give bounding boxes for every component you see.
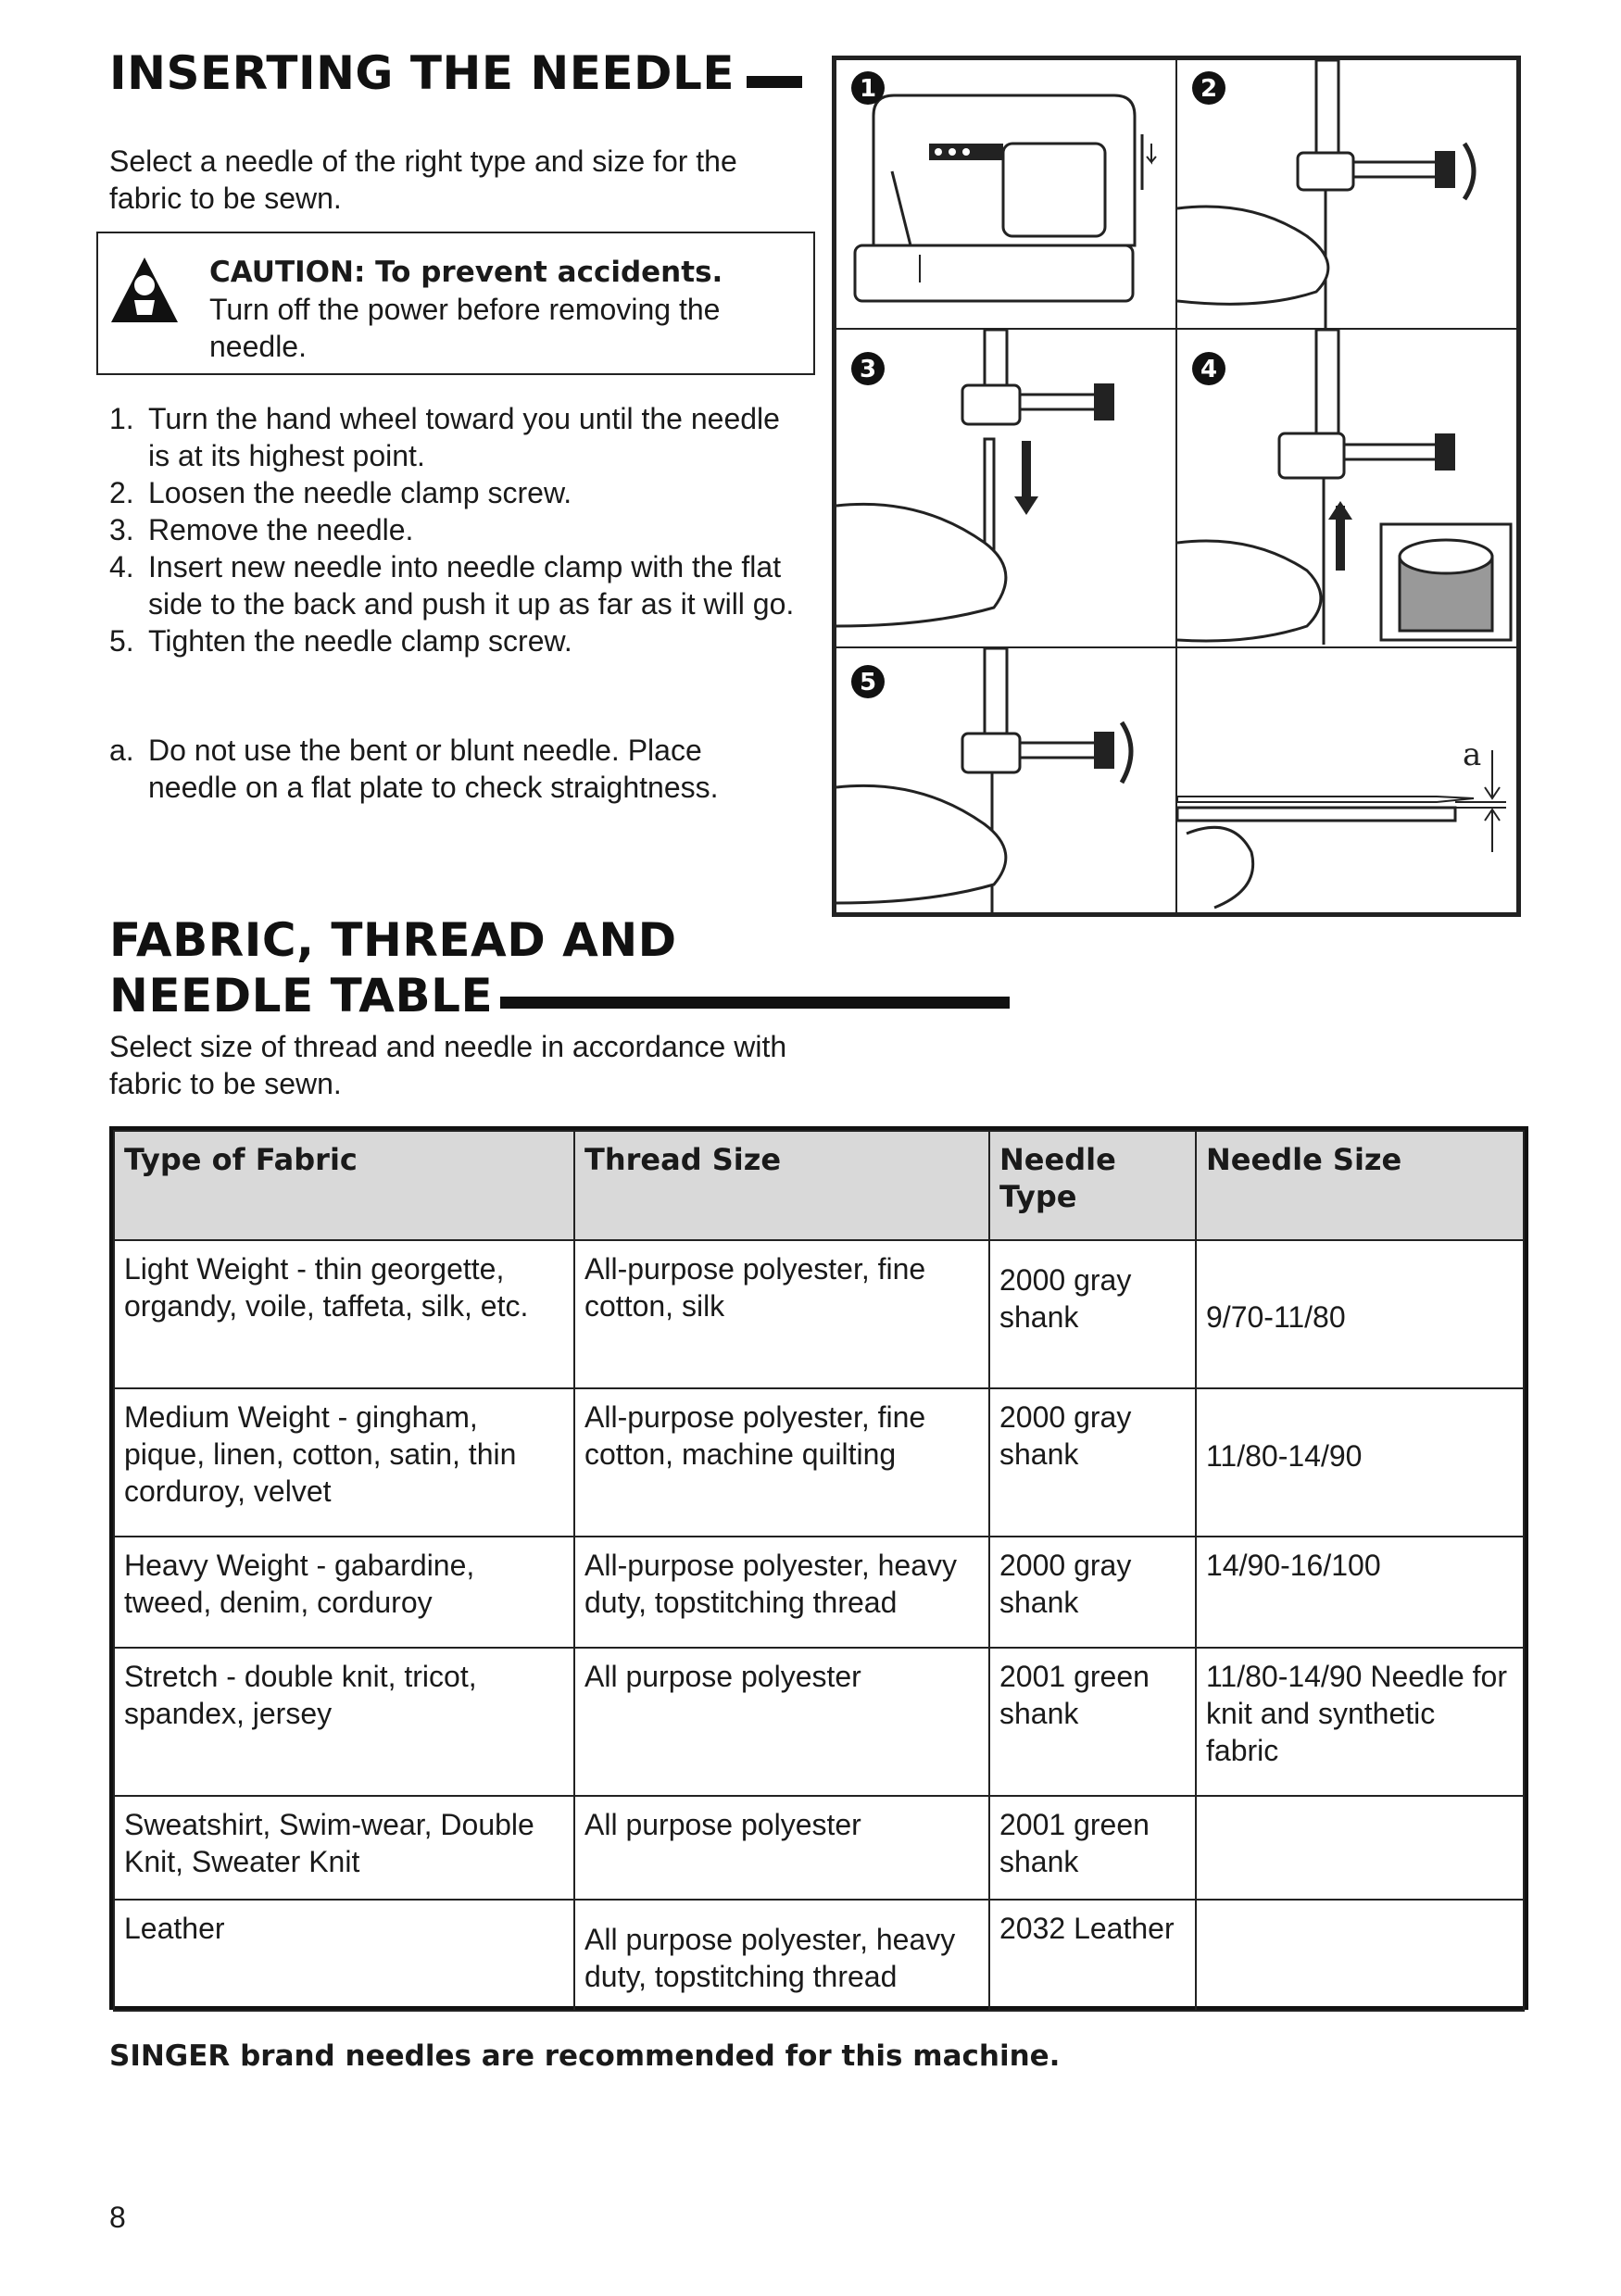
- svg-text:3: 3: [859, 356, 877, 383]
- svg-text:1: 1: [859, 75, 877, 103]
- step-badge-2: [1190, 69, 1227, 111]
- figure-panel-4: [1175, 328, 1518, 648]
- table-cell: All-purpose polyester, fine cotton, machine quilting: [574, 1388, 989, 1537]
- intro-text: Select a needle of the right type and size for the fabric to be sewn.: [109, 144, 737, 215]
- table-cell: 2001 green shank: [989, 1796, 1196, 1900]
- table-cell: 14/90-16/100: [1196, 1537, 1524, 1648]
- list-item: 1. Turn the hand wheel toward you until the needle is at its highest point.: [109, 402, 780, 472]
- table-cell: 2000 gray shank: [989, 1240, 1196, 1388]
- note-list: [109, 732, 795, 806]
- column-header: Needle Size: [1196, 1131, 1524, 1240]
- table-cell: All-purpose polyester, heavy duty, topstitching thread: [574, 1537, 989, 1648]
- fabric-thread-needle-table: [109, 1126, 1528, 2010]
- sewing-machine-illustration: [836, 60, 1175, 328]
- table-footnote: SINGER brand needles are recommended for this machine.: [109, 2039, 1061, 2073]
- figure-panel-1: [835, 58, 1177, 330]
- table-cell: 2032 Leather: [989, 1900, 1196, 2011]
- table-cell: [1196, 1900, 1524, 2011]
- steps-list: [109, 400, 795, 659]
- table-row: [114, 1388, 1524, 1537]
- caution-title: CAUTION: To prevent accidents.: [209, 256, 723, 289]
- table-cell: All-purpose polyester, fine cotton, silk: [574, 1240, 989, 1388]
- table-cell: [1196, 1796, 1524, 1900]
- needle-clamp-loosen-illustration: [1177, 60, 1516, 328]
- table-cell: Medium Weight - gingham, pique, linen, cotton, satin, thin corduroy, velvet: [114, 1388, 574, 1537]
- svg-text:a: a: [1463, 736, 1482, 773]
- needle-figure: [832, 56, 1521, 917]
- column-header: Thread Size: [574, 1131, 989, 1240]
- table-cell: 2000 gray shank: [989, 1388, 1196, 1537]
- figure-panel-3: [835, 328, 1177, 648]
- table-intro-text: Select size of thread and needle in accordance with fabric to be sewn.: [109, 1030, 787, 1100]
- needle-tighten-illustration: [836, 648, 1175, 912]
- table-header-row: [114, 1131, 1524, 1240]
- step-badge-5: [849, 663, 886, 705]
- table-row: [114, 1240, 1524, 1388]
- section-title-fabric-table: FABRIC, THREAD AND: [109, 913, 677, 967]
- step-badge-3: [849, 350, 886, 392]
- table-cell: Heavy Weight - gabardine, tweed, denim, corduroy: [114, 1537, 574, 1648]
- figure-panel-5: [835, 646, 1177, 914]
- table-cell: All purpose polyester, heavy duty, topstitching thread: [574, 1900, 989, 2011]
- table-cell: 2000 gray shank: [989, 1537, 1196, 1648]
- table-cell: 9/70-11/80: [1196, 1240, 1524, 1388]
- table-cell: Stretch - double knit, tricot, spandex, jersey: [114, 1648, 574, 1796]
- svg-text:2: 2: [1200, 75, 1218, 103]
- table-cell: All purpose polyester: [574, 1796, 989, 1900]
- table-cell: All purpose polyester: [574, 1648, 989, 1796]
- table-row: [114, 1648, 1524, 1796]
- table-row: [114, 1796, 1524, 1900]
- needle-insert-illustration: [1177, 330, 1516, 646]
- table-cell: Light Weight - thin georgette, organdy, voile, taffeta, silk, etc.: [114, 1240, 574, 1388]
- column-header: Type of Fabric: [114, 1131, 574, 1240]
- title-rule: [747, 76, 802, 88]
- table-row: [114, 1900, 1524, 2011]
- table-cell: Leather: [114, 1900, 574, 2011]
- table-cell: 11/80-14/90: [1196, 1388, 1524, 1537]
- table-cell: 11/80-14/90 Needle for knit and synthetic fabric: [1196, 1648, 1524, 1796]
- section-title-inserting-needle: INSERTING THE NEEDLE: [109, 46, 735, 100]
- column-header: Needle Type: [989, 1131, 1196, 1240]
- title-rule: [500, 997, 1010, 1009]
- step-badge-1: [849, 69, 886, 111]
- list-item: 5. Tighten the needle clamp screw.: [109, 624, 572, 658]
- step-badge-4: [1190, 350, 1227, 392]
- needle-remove-illustration: [836, 330, 1175, 646]
- figure-panel-2: [1175, 58, 1518, 330]
- svg-text:4: 4: [1200, 356, 1218, 383]
- caution-box: [96, 232, 815, 375]
- table-cell: 2001 green shank: [989, 1648, 1196, 1796]
- figure-panel-straightness: [1175, 646, 1518, 914]
- caution-text: Turn off the power before removing the needle.: [209, 293, 721, 363]
- warning-icon: [107, 254, 182, 328]
- list-item: 4. Insert new needle into needle clamp with the flat side to the back and push it up as far as it will go.: [109, 550, 795, 621]
- table-row: [114, 1537, 1524, 1648]
- flat-plate-check-illustration: [1177, 648, 1516, 912]
- svg-text:5: 5: [859, 669, 877, 696]
- list-item: a. Do not use the bent or blunt needle. Place needle on a flat plate to check straightness.: [109, 734, 719, 804]
- list-item: 2. Loosen the needle clamp screw.: [109, 476, 572, 509]
- table-cell: Sweatshirt, Swim-wear, Double Knit, Sweater Knit: [114, 1796, 574, 1900]
- list-item: 3. Remove the needle.: [109, 513, 414, 546]
- page-number: 8: [109, 2201, 126, 2234]
- section-title-fabric-table-line2: NEEDLE TABLE: [109, 969, 494, 1023]
